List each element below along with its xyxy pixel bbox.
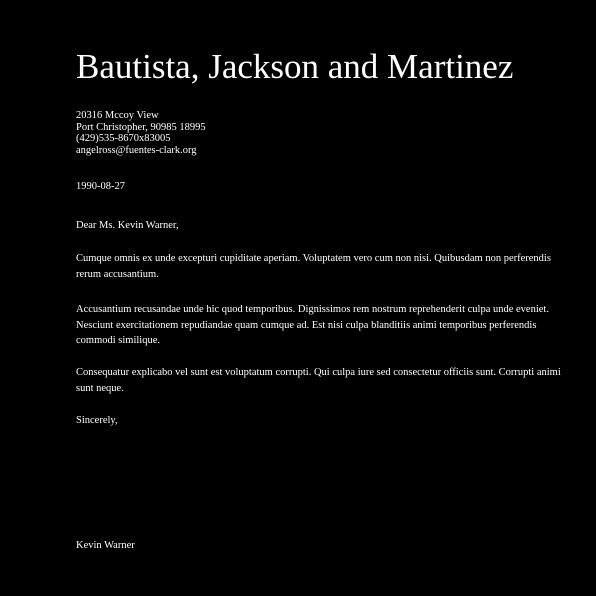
- sender-address: [76, 110, 206, 156]
- salutation: Dear Ms. Kevin Warner,: [76, 220, 179, 231]
- address-phone: (429)535-8670x83005: [76, 133, 171, 144]
- body-paragraph-1: Cumque omnis ex unde excepturi cupiditate aperiam. Voluptatem vero cum non nisi. Quibusdam non perferendis rerum accusantium.: [76, 253, 551, 280]
- closing: Sincerely,: [76, 415, 118, 426]
- address-email: angelross@fuentes-clark.org: [76, 144, 197, 156]
- company-name: Bautista, Jackson and Martinez: [76, 47, 514, 86]
- letter-date: 1990-08-27: [76, 181, 125, 192]
- address-city-line: Port Christopher, 90985 18995: [76, 121, 206, 133]
- body-paragraph-2: Accusantium recusandae unde hic quod temporibus. Dignissimos rem nostrum reprehenderit culpa unde eveniet. Nesciunt exercitationem repudiandae quam cumque ad. Est nisi culpa blanditiis animi temporibus perferendis commodi similique.: [76, 304, 549, 346]
- body-paragraph-3: Consequatur explicabo vel sunt est voluptatum corrupti. Qui culpa iure sed consectetur officiis sunt. Corrupti animi sunt neque.: [76, 367, 561, 394]
- signature-name: Kevin Warner: [76, 540, 135, 551]
- address-street: 20316 Mccoy View: [76, 110, 159, 121]
